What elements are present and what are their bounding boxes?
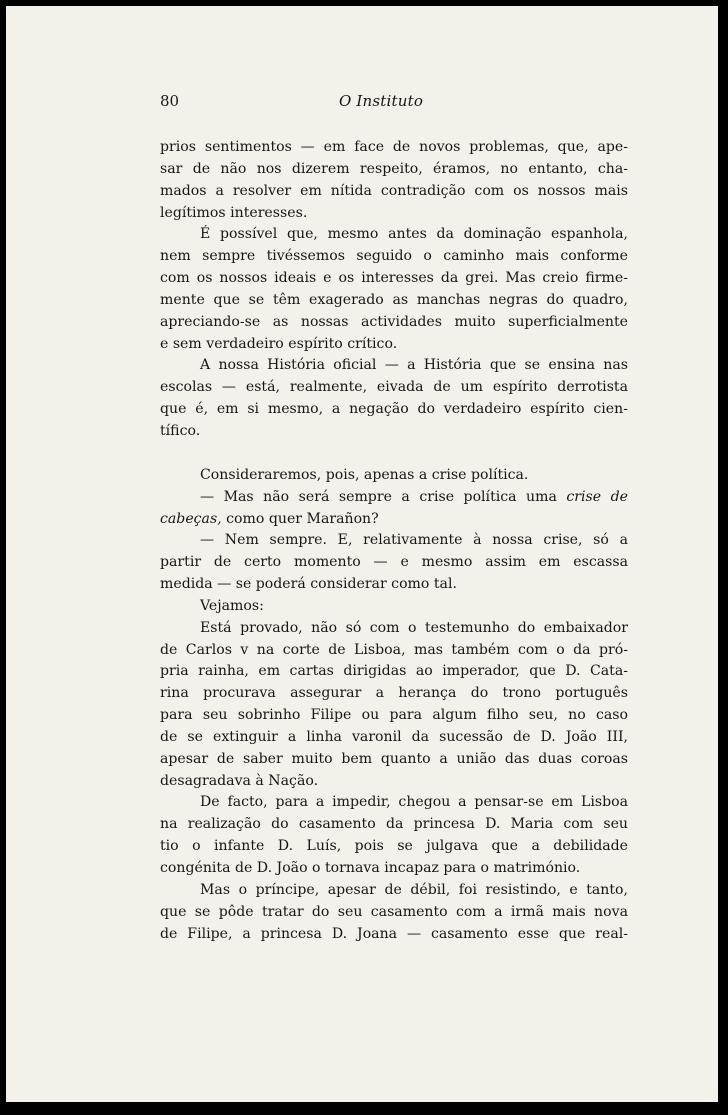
- text-line: — Nem sempre. E, relativamente à nossa crise, só a: [200, 532, 628, 549]
- text-line: que se pôde tratar do seu casamento com a irmã mais nova: [160, 903, 628, 920]
- text-line: apreciando-se as nossas actividades muito superficialmente: [160, 313, 628, 330]
- text-line: Mas o príncipe, apesar de débil, foi resistindo, e tanto,: [200, 881, 628, 898]
- italic-segment: cabeças,: [160, 510, 222, 527]
- text-line: de Carlos v na corte de Lisboa, mas também com o da pró-: [160, 641, 628, 658]
- text-line: nem sempre tivéssemos seguido o caminho mais conforme: [160, 248, 628, 265]
- page-header: [6, 92, 718, 114]
- text-segment: como quer Marañon?: [221, 510, 379, 527]
- running-title: O Instituto: [338, 92, 424, 110]
- text-line: sar de não nos dizerem respeito, éramos, no entanto, cha-: [160, 160, 628, 177]
- text-line: Vejamos:: [200, 597, 264, 614]
- page-number: 80: [160, 92, 180, 110]
- text-line: medida — se poderá considerar como tal.: [160, 576, 457, 593]
- text-line: partir de certo momento — e mesmo assim em escassa: [160, 554, 628, 571]
- text-line: Consideraremos, pois, apenas a crise política.: [200, 466, 529, 483]
- text-line: de Filipe, a princesa D. Joana — casamento esse que real-: [160, 925, 628, 942]
- text-line: com os nossos ideais e os interesses da grei. Mas creio firme-: [160, 270, 628, 287]
- text-line: pria rainha, em cartas dirigidas ao imperador, que D. Cata-: [160, 663, 628, 680]
- text-line: rina procurava assegurar a herança do trono português: [160, 685, 628, 702]
- text-line: legítimos interesses.: [160, 204, 308, 221]
- text-line: mente que se têm exagerado as manchas negras do quadro,: [160, 291, 628, 308]
- text-line: A nossa História oficial — a História que se ensina nas: [200, 357, 628, 374]
- text-line: É possível que, mesmo antes da dominação espanhola,: [200, 226, 628, 243]
- body-text: [160, 137, 628, 945]
- text-line: De facto, para a impedir, chegou a pensar-se em Lisboa: [200, 794, 628, 811]
- section-gap: [160, 443, 628, 465]
- text-line: prios sentimentos — em face de novos problemas, que, ape-: [160, 139, 628, 155]
- text-line: que é, em si mesmo, a negação do verdadeiro espírito cien-: [160, 401, 628, 418]
- text-line: [160, 509, 628, 531]
- text-line: tífico.: [160, 422, 201, 439]
- text-line: Está provado, não só com o testemunho do embaixador: [200, 619, 628, 636]
- book-page: [6, 6, 718, 1102]
- text-line: escolas — está, realmente, eivada de um espírito derrotista: [160, 379, 628, 396]
- text-line: de se extinguir a linha varonil da sucessão de D. João III,: [160, 728, 628, 745]
- text-line: [160, 487, 628, 509]
- text-line: congénita de D. João o tornava incapaz para o matrimónio.: [160, 860, 581, 876]
- text-line: na realização do casamento da princesa D. Maria com seu: [160, 816, 628, 833]
- text-line: e sem verdadeiro espírito crítico.: [160, 335, 398, 352]
- italic-segment: crise de: [566, 488, 628, 505]
- text-line: desagradava à Nação.: [160, 772, 319, 789]
- text-line: para seu sobrinho Filipe ou para algum filho seu, no caso: [160, 707, 628, 724]
- text-line: apesar de saber muito bem quanto a união das duas coroas: [160, 750, 628, 767]
- text-line: tio o infante D. Luís, pois se julgava que a debilidade: [160, 838, 628, 855]
- text-line: mados a resolver em nítida contradição com os nossos mais: [160, 182, 628, 199]
- text-segment: — Mas não será sempre a crise política uma: [200, 488, 567, 505]
